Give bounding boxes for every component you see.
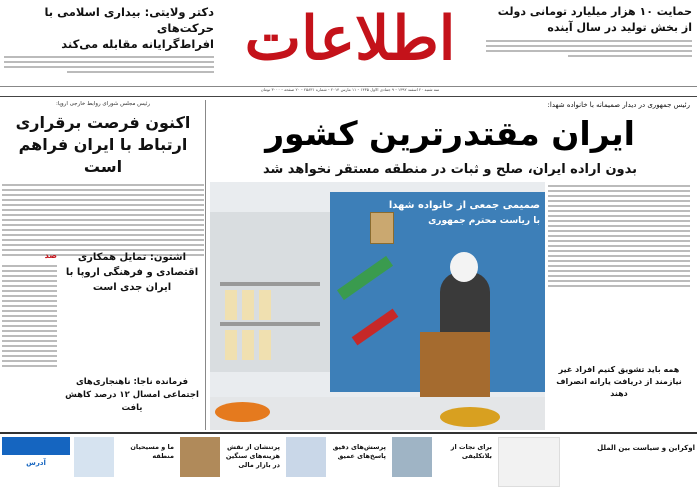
bottom-item-ad <box>2 437 70 489</box>
left-second-headline: اشتون: تمایل همکاری اقتصادی و فرهنگی اروپا با ایران جدی است <box>65 252 199 293</box>
left-second-story <box>60 250 204 310</box>
bottom-item-2 <box>392 437 492 489</box>
bottom-item-1-title: اوکراین و سیاست بین الملل <box>597 444 695 452</box>
top-left-body <box>4 56 214 73</box>
main-right-box <box>548 364 690 430</box>
bottom-item-3-title: پرسش‌های دقیق پاسخ‌های عمیق <box>332 443 386 460</box>
bottom-item-1 <box>498 437 695 489</box>
masthead-logo: اطلاعات <box>244 4 456 74</box>
main-subhead: بدون اراده ایران، صلح و ثبات در منطقه مستقر نخواهد شد <box>262 162 638 177</box>
top-right-story <box>486 4 692 82</box>
main-right-box-headline: همه باید تشویق کنیم افراد غیر نیازمند از دریافت یارانه انصراف دهند <box>556 365 682 398</box>
bottom-item-5 <box>74 437 174 489</box>
left-body-1 <box>2 184 204 256</box>
left-third-headline: فرمانده ناجا: ناهنجاری‌های اجتماعی امسال ۱۲ درصد کاهش یافت <box>65 377 199 413</box>
top-left-headline: دکتر ولایتی: بیداری اسلامی با حرکت‌های <box>44 5 214 35</box>
bottom-item-4-title: پرتنشان از نقش هزینه‌های سنگین در بازار مالی <box>225 443 280 469</box>
top-right-headline-2: از بخش تولید در سال آینده <box>547 21 692 34</box>
bottom-item-2-title: برای نجات از بلاتکلیفی <box>450 443 492 460</box>
photo-banner-text-2: با ریاست محترم جمهوری <box>428 216 540 226</box>
dateline-rule-bottom <box>0 96 697 97</box>
main-photo <box>210 182 545 430</box>
left-narrow-column <box>2 250 57 430</box>
bottom-strip <box>0 435 697 492</box>
main-headline: ایران مقتدرترین کشور <box>265 114 635 153</box>
bottom-item-3 <box>286 437 386 489</box>
bottom-item-ad-label: آدرس <box>26 459 46 467</box>
left-headline: اکنون فرصت برقراری ارتباط با ایران فراهم است <box>15 113 191 176</box>
main-kicker: رئیس جمهوری در دیدار صمیمانه با خانواده شهدا: <box>547 101 690 109</box>
bottom-item-4 <box>180 437 280 489</box>
masthead <box>225 0 475 78</box>
left-narrow-headline: صد <box>44 251 57 260</box>
dateline: سه شنبه ۲۰ اسفند ۱۳۹۲ - ۹ جمادی الاول ۱۴۳۵ - ۱۱ مارس ۲۰۱۴ - شماره ۲۵۸۳۱ - ۲۰ صفحه - ۳۰۰۰ تومان <box>260 87 440 92</box>
left-kicker: رئیس مجلس شورای روابط خارجی اروپا: <box>55 101 151 107</box>
bottom-strip-rule <box>0 432 697 434</box>
left-column-divider <box>205 100 206 430</box>
photo-banner-text: صمیمی جمعی از خانواده شهدا <box>388 200 540 211</box>
top-right-body <box>486 40 692 57</box>
top-left-headline-2: افراط‌گرایانه مقابله می‌کند <box>61 37 214 51</box>
top-left-story <box>4 4 214 82</box>
left-third-story <box>60 376 204 430</box>
bottom-item-5-title: ما و مسیحیان منطقه <box>130 443 174 460</box>
top-right-headline: حمایت ۱۰ هزار میلیارد تومانی دولت <box>497 5 692 18</box>
main-right-column <box>548 182 690 362</box>
